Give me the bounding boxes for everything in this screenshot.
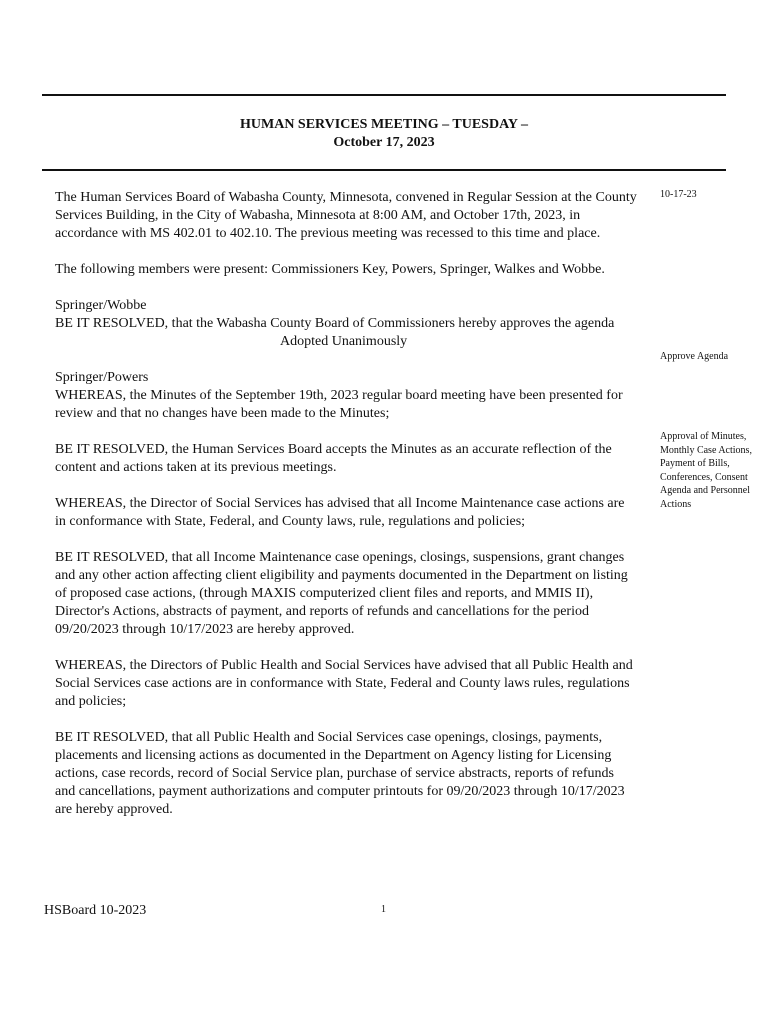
margin-note-approve-agenda: Approve Agenda [660, 351, 729, 362]
footer-doc-id: HSBoard 10-2023 [44, 903, 147, 918]
income-maintenance-whereas: WHEREAS, the Director of Social Services has advised that all Income Maintenance case actions are in conformance with State, Federal, and County laws, rule, regulations and policies; [55, 496, 625, 529]
whereas-text: WHEREAS, the Minutes of the September 19th, 2023 regular board meeting have been presented for review and that no changes have been made to the Minutes; [55, 388, 623, 421]
opening-paragraph: The Human Services Board of Wabasha County, Minnesota, convened in Regular Session at the County Services Building, in the City of Wabasha, Minnesota at 8:00 AM, and October 17th, 2023, in accordance with MS 402.01 to 402.10. The previous meeting was recessed to this time and place. [55, 190, 637, 241]
agenda-resolution [55, 297, 637, 351]
public-health-whereas: WHEREAS, the Directors of Public Health and Social Services have advised that all Public Health and Social Services case actions are in conformance with State, Federal and County laws rules, regulations and policies; [55, 658, 633, 709]
header-rule [42, 169, 726, 171]
page-title [42, 116, 726, 152]
title-line-2: October 17, 2023 [333, 135, 435, 150]
document-body [55, 189, 637, 837]
public-health-resolution: BE IT RESOLVED, that all Public Health and Social Services case openings, closings, payments, placements and licensing actions as documented in the Department on Agency listing for Licensing actions, case records, record of Social Service plan, purchase of service abstracts, reports of refunds and cancellations, payment authorizations and computer printouts for 09/20/2023 through 10/17/2023 are hereby approved. [55, 730, 625, 817]
income-maintenance-resolution: BE IT RESOLVED, that all Income Maintenance case openings, closings, suspensions, grant changes and any other action affecting client eligibility and payments documented in the Department on listing of proposed case actions, (through MAXIS computerized client files and reports, and MMIS II), Director's Actions, abstracts of payment, and reports of refunds and cancellations for the period 09/20/2023 through 10/17/2023 are hereby approved. [55, 550, 628, 637]
top-rule [42, 94, 726, 96]
margin-note-approvals: Approval of Minutes, Monthly Case Actions, Payment of Bills, Conferences, Consent Agenda and Personnel Actions [660, 431, 752, 510]
motion-movers: Springer/Wobbe [55, 298, 147, 313]
margin-note-date: 10-17-23 [660, 189, 697, 200]
minutes-whereas [55, 369, 637, 423]
minutes-resolution: BE IT RESOLVED, the Human Services Board accepts the Minutes as an accurate reflection of the content and actions taken at its previous meetings. [55, 442, 612, 475]
title-line-1: HUMAN SERVICES MEETING – TUESDAY – [240, 117, 528, 132]
adoption-result: Adopted Unanimously [280, 334, 408, 349]
motion-movers: Springer/Powers [55, 370, 149, 385]
members-paragraph: The following members were present: Commissioners Key, Powers, Springer, Walkes and Wobbe. [55, 262, 605, 277]
resolution-text: BE IT RESOLVED, that the Wabasha County Board of Commissioners hereby approves the agenda [55, 316, 615, 331]
page-number: 1 [381, 904, 386, 915]
